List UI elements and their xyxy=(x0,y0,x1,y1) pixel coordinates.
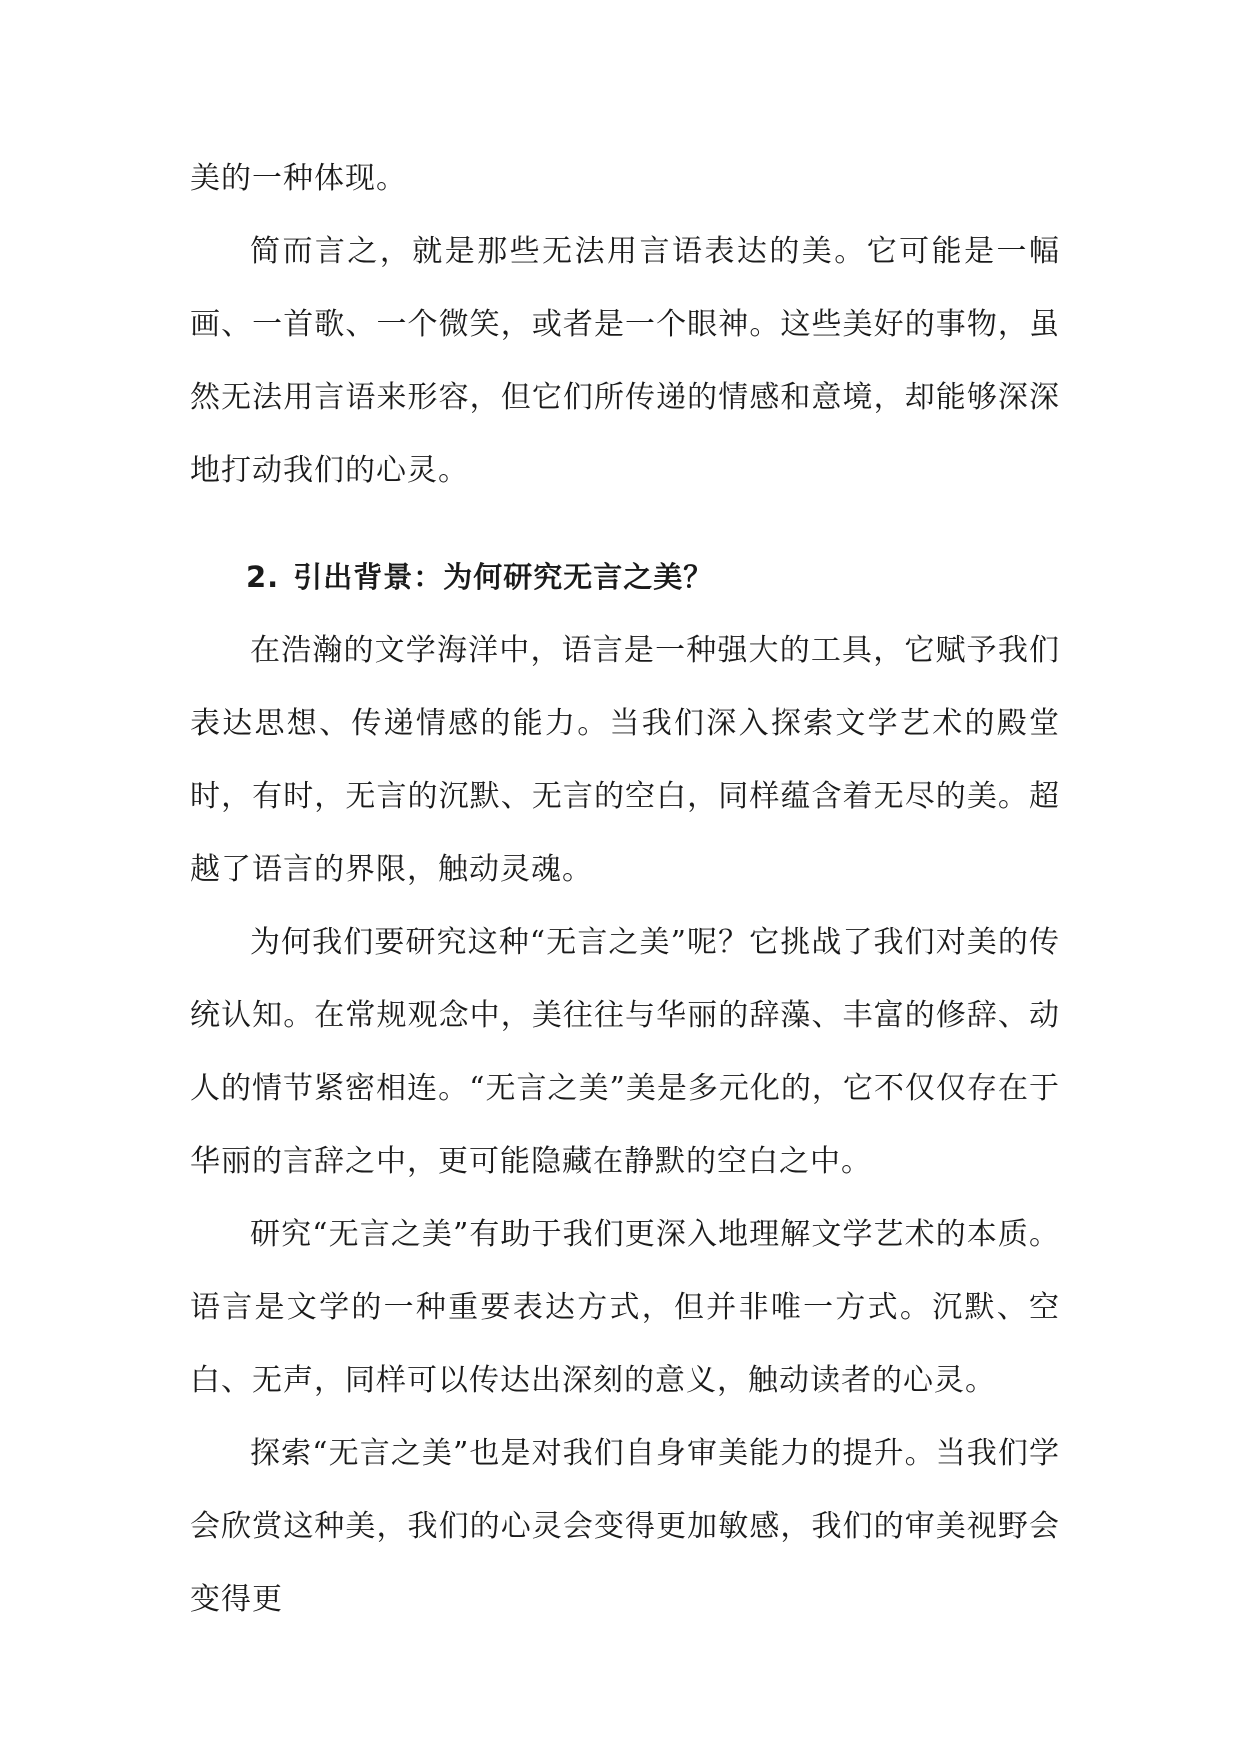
paragraph: 为何我们要研究这种“无言之美”呢？它挑战了我们对美的传统认知。在常规观念中，美往往与华丽的辞藻、丰富的修辞、动人的情节紧密相连。“无言之美”美是多元化的，它不仅仅存在于华丽的言辞之中，更可能隐藏在静默的空白之中。 xyxy=(190,925,1060,1179)
paragraph-continuation: 美的一种体现。 xyxy=(190,161,407,196)
section-title: 引出背景：为何研究无言之美？ xyxy=(293,560,714,594)
paragraph: 探索“无言之美”也是对我们自身审美能力的提升。当我们学会欣赏这种美，我们的心灵会变得更加敏感，我们的审美视野会变得更 xyxy=(190,1436,1060,1617)
section-number: 2. xyxy=(246,560,280,594)
section-heading xyxy=(190,541,1060,614)
paragraph: 在浩瀚的文学海洋中，语言是一种强大的工具，它赋予我们表达思想、传递情感的能力。当我们深入探索文学艺术的殿堂时，有时，无言的沉默、无言的空白，同样蕴含着无尽的美。超越了语言的界限，触动灵魂。 xyxy=(190,633,1060,887)
paragraph-summary: 简而言之，就是那些无法用言语表达的美。它可能是一幅画、一首歌、一个微笑，或者是一个眼神。这些美好的事物，虽然无法用言语来形容，但它们所传递的情感和意境，却能够深深地打动我们的心灵。 xyxy=(190,234,1060,488)
paragraph: 研究“无言之美”有助于我们更深入地理解文学艺术的本质。语言是文学的一种重要表达方式，但并非唯一方式。沉默、空白、无声，同样可以传达出深刻的意义，触动读者的心灵。 xyxy=(190,1217,1060,1398)
document-body xyxy=(190,142,1060,1636)
